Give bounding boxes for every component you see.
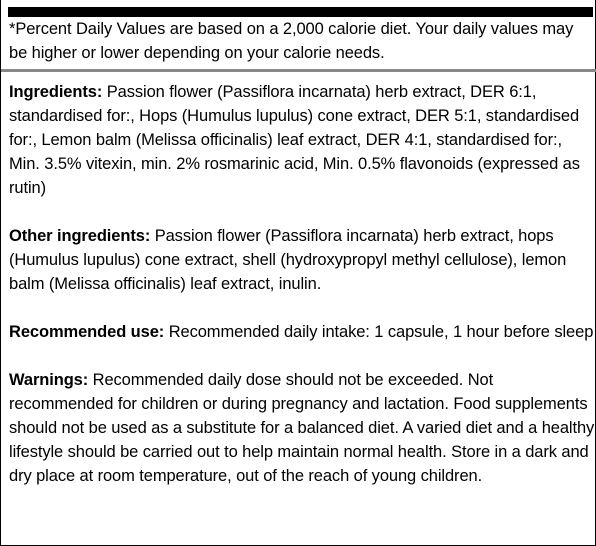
other-ingredients-section: [9, 224, 595, 296]
recommended-use-text: Recommended daily intake: 1 capsule, 1 hour before sleep: [168, 323, 594, 341]
other-ingredients-text: Passion flower (Passiflora incarnata) herb extract, hops (Humulus lupulus) cone extract, shell (hydroxypropyl methyl cellulose), lemon balm (Melissa officinalis) leaf extract, inulin.: [9, 227, 567, 293]
label-details: [9, 80, 595, 488]
warnings-heading: Warnings:: [9, 371, 89, 389]
other-ingredients-heading: Other ingredients:: [9, 227, 151, 245]
section-divider: [1, 69, 596, 72]
ingredients-section: [9, 80, 595, 200]
thick-divider-bar: [8, 7, 593, 17]
daily-values-note: *Percent Daily Values are based on a 2,000 calorie diet. Your daily values may be higher or lower depending on your calorie needs.: [9, 20, 574, 62]
warnings-section: [9, 368, 595, 488]
ingredients-heading: Ingredients:: [9, 83, 103, 101]
ingredients-text: Passion flower (Passiflora incarnata) herb extract, DER 6:1, standardised for:, Hops (Humulus lupulus) cone extract, DER 5:1, standardised for:, Lemon balm (Melissa officinalis) leaf extract, DER 4:1, standardised for:, Min. 3.5% vitexin, min. 2% rosmarinic acid, Min. 0.5% flavonoids (expressed as rutin): [9, 83, 580, 197]
warnings-text: Recommended daily dose should not be exceeded. Not recommended for children or during pregnancy and lactation. Food supplements should not be used as a substitute for a balanced diet. A varied diet and a healthy lifestyle should be carried out to help maintain normal health. Store in a dark and dry place at room temperature, out of the reach of young children.: [9, 371, 595, 485]
recommended-use-heading: Recommended use:: [9, 323, 165, 341]
recommended-use-section: [9, 320, 595, 344]
